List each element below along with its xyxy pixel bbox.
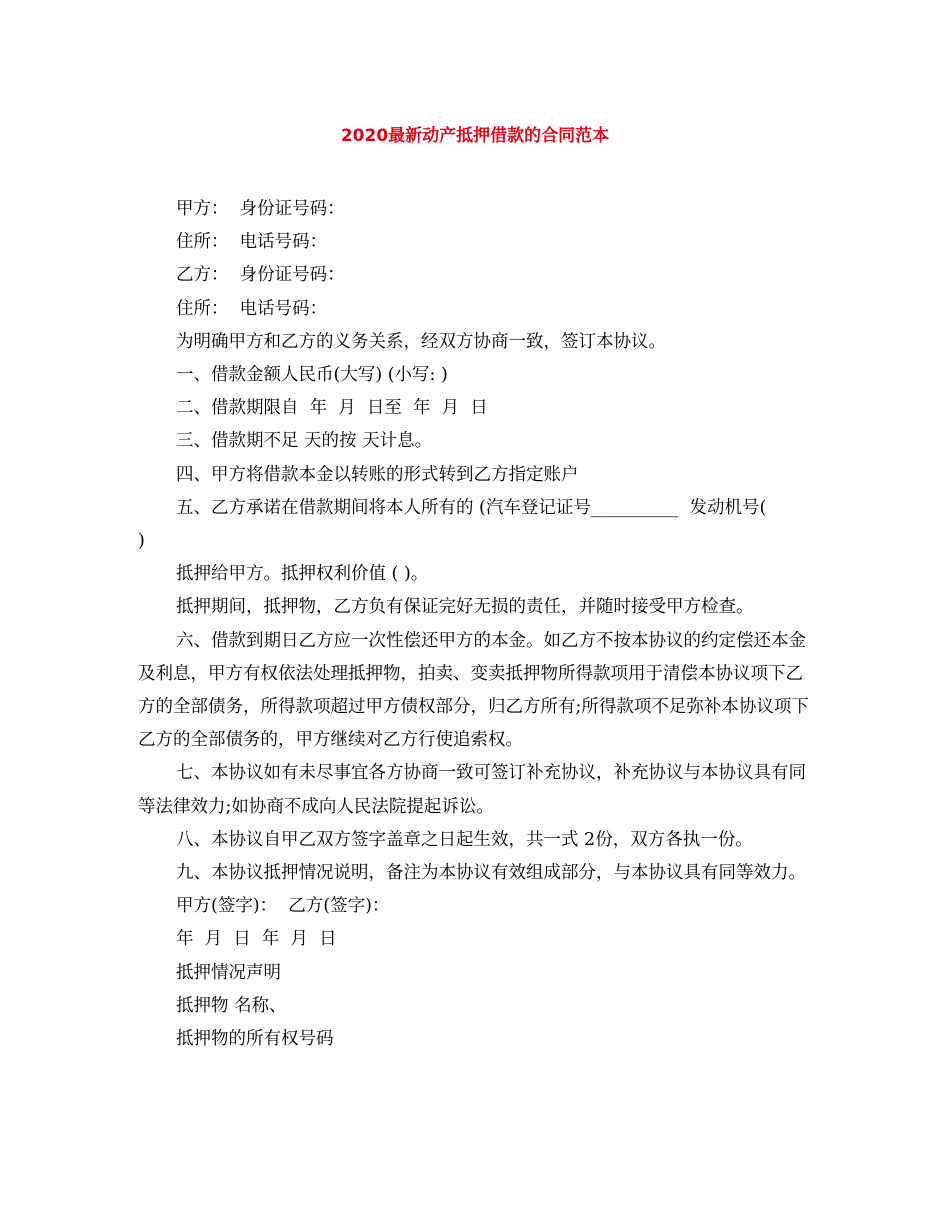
document-title: 2020最新动产抵押借款的合同范本 (340, 126, 610, 146)
party-a-address-line: 住所： 电话号码： (176, 232, 328, 253)
clause-4: 四、甲方将借款本金以转账的形式转到乙方指定账户 (176, 464, 579, 485)
date-line: 年 月 日 年 月 日 (176, 929, 337, 950)
clause-7: 七、本协议如有未尽事宜各方协商一致可签订补充协议，补充协议与本协议具有同等法律效力;如协商不成向人民法院提起诉讼。 (138, 763, 806, 817)
clause-5: 五、乙方承诺在借款期间将本人所有的 (汽车登记证号__________ 发动机号( (176, 497, 767, 518)
party-b-address-line: 住所： 电话号码： (176, 298, 328, 319)
pledge-ownership-number: 抵押物的所有权号码 (176, 1029, 334, 1050)
party-b-line: 乙方： 身份证号码： (176, 265, 345, 286)
clause-6: 六、借款到期日乙方应一次性偿还甲方的本金。如乙方不按本协议的约定偿还本金及利息，甲方有权依法处理抵押物，拍卖、变卖抵押物所得款项用于清偿本协议项下乙方的全部债务，所得款项超过甲方债权部分，归乙方所有;所得款项不足弥补本协议项下乙方的全部债务的，甲方继续对乙方行使追索权。 (138, 630, 809, 751)
party-a-line: 甲方： 身份证号码： (176, 199, 345, 219)
pledge-value-line: 抵押给甲方。抵押权利价值 ( )。 (176, 564, 429, 585)
clause-3: 三、借款期不足 天的按 天计息。 (176, 431, 433, 452)
preamble-paragraph: 为明确甲方和乙方的义务关系，经双方协商一致，签订本协议。 (176, 331, 666, 352)
pledge-period-line: 抵押期间，抵押物，乙方负有保证完好无损的责任，并随时接受甲方检查。 (176, 597, 754, 618)
clause-9: 九、本协议抵押情况说明，备注为本协议有效组成部分，与本协议具有同等效力。 (176, 863, 806, 884)
clause-5-continuation: ) (138, 531, 145, 552)
pledge-item-name: 抵押物 名称、 (176, 995, 287, 1016)
clause-1: 一、借款金额人民币(大写) (小写: ) (176, 365, 448, 386)
clause-2: 二、借款期限自 年 月 日至 年 月 日 (176, 398, 488, 419)
clause-8: 八、本协议自甲乙双方签字盖章之日起生效，共一式 2份，双方各执一份。 (176, 829, 753, 850)
document-body (138, 193, 814, 1056)
pledge-statement-heading: 抵押情况声明 (176, 962, 281, 983)
signature-line: 甲方(签字)： 乙方(签字)： (176, 896, 390, 917)
